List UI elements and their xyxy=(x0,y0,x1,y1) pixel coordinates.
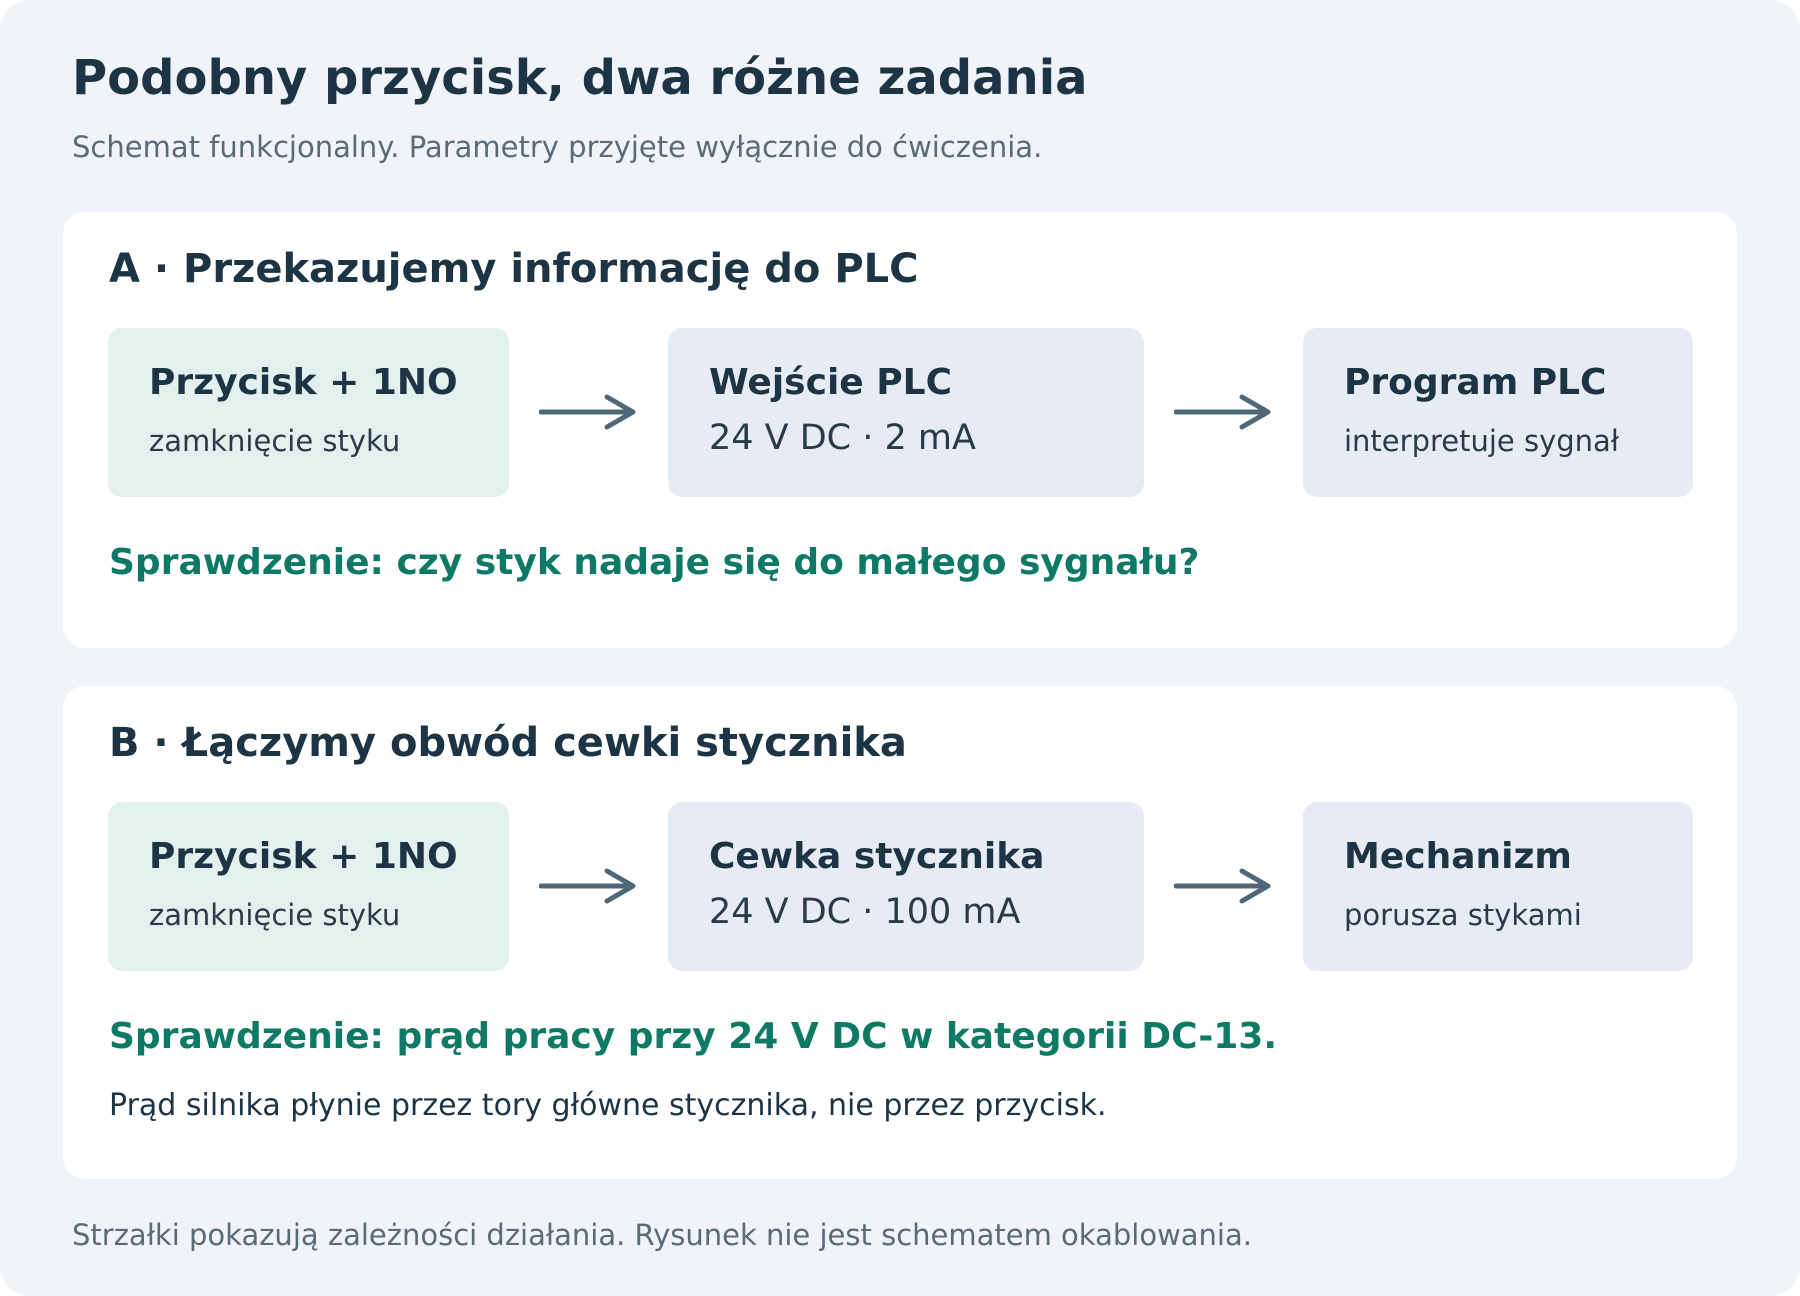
footer-note: Strzałki pokazują zależności działania. Rysunek nie jest schematem okablowania. xyxy=(72,1218,1252,1252)
section-b-note: Prąd silnika płynie przez tory główne stycznika, nie przez przycisk. xyxy=(109,1088,1107,1123)
box-subtitle: zamknięcie styku xyxy=(149,898,401,932)
section-b-title: B · Łączymy obwód cewki stycznika xyxy=(109,720,907,766)
section-b-card xyxy=(63,686,1737,1179)
arrow-right-icon xyxy=(1174,392,1274,432)
box-title: Program PLC xyxy=(1344,362,1607,403)
arrow-right-icon xyxy=(1174,866,1274,906)
pushbutton-box xyxy=(108,328,509,497)
arrow-right-icon xyxy=(539,866,639,906)
box-title: Przycisk + 1NO xyxy=(149,362,458,403)
plc-input-box xyxy=(668,328,1144,497)
pushbutton-box xyxy=(108,802,509,971)
section-a-card xyxy=(63,212,1737,648)
box-subtitle: zamknięcie styku xyxy=(149,424,401,458)
box-subtitle: interpretuje sygnał xyxy=(1344,424,1620,458)
contactor-coil-box xyxy=(668,802,1144,971)
page-title: Podobny przycisk, dwa różne zadania xyxy=(72,50,1088,106)
box-title: Przycisk + 1NO xyxy=(149,836,458,877)
box-subtitle: porusza stykami xyxy=(1344,898,1582,932)
section-a-title: A · Przekazujemy informację do PLC xyxy=(109,246,919,292)
plc-program-box xyxy=(1303,328,1693,497)
mechanism-box xyxy=(1303,802,1693,971)
box-subtitle: 24 V DC · 2 mA xyxy=(709,418,976,458)
section-a-check: Sprawdzenie: czy styk nadaje się do małego sygnału? xyxy=(109,542,1200,583)
box-subtitle: 24 V DC · 100 mA xyxy=(709,892,1021,932)
page-subtitle: Schemat funkcjonalny. Parametry przyjęte wyłącznie do ćwiczenia. xyxy=(72,130,1043,164)
section-b-check: Sprawdzenie: prąd pracy przy 24 V DC w kategorii DC-13. xyxy=(109,1016,1278,1057)
box-title: Wejście PLC xyxy=(709,362,952,403)
box-title: Mechanizm xyxy=(1344,836,1572,877)
arrow-right-icon xyxy=(539,392,639,432)
box-title: Cewka stycznika xyxy=(709,836,1045,877)
